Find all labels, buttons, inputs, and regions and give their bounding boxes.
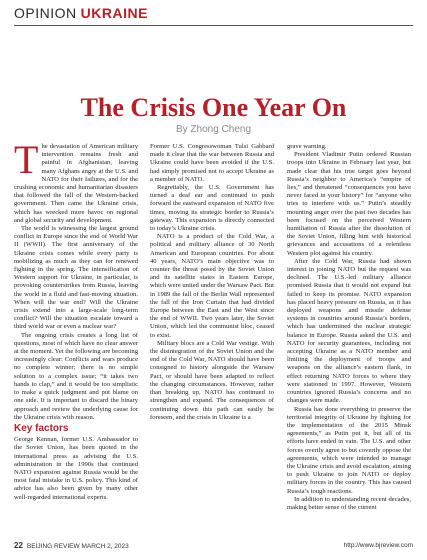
paragraph: In addition to understanding recent decades, making better sense of the current <box>287 495 411 511</box>
paragraph: NATO is a product of the Cold War, a political and military alliance of 30 North American and European countries. For about 40 years, NATO’s main objective was to counter the threat posed by the Soviet Union and its satellite states in Eastern Europe, which were united under the Warsaw Pact. But in 1989 the fall of the Berlin Wall represented the fall of the Iron Curtain that had divided Europe between the East and the West since the end of WWII. Two years later, the Soviet Union, which led the communist bloc, ceased to exist. <box>150 233 274 339</box>
website-link[interactable]: http://www.bjreview.com <box>343 542 413 549</box>
article-byline: By Zhong Cheng <box>175 124 252 135</box>
subheading: Key factors <box>14 422 69 434</box>
article-title: The Crisis One Year On <box>80 93 347 122</box>
paragraph: President Vladimir Putin ordered Russian troops into Ukraine in February last year, but made clear that his true target goes beyond Russia’s neighbor to America’s “empire of lies,” and threatened “consequences you have never faced in your history” for “anyone who tries to interfere with us.” Putin’s steadily mounting anger over the past two decades has been focused on the perceived Western humiliation of Russia after the dissolution of the Soviet Union, filling him with historical grievances and accusations of a relentless Western plot against his country. <box>287 151 411 257</box>
paragraph: Regrettably, the U.S. Government has turned a deaf ear and continued to push forward the eastward expansion of NATO five times, moving its strategic border to Russia’s gateway. This expansion is directly connected to today’s Ukraine crisis. <box>150 184 274 233</box>
paragraph: George Kennan, former U.S. Ambassador to the Soviet Union, has been quoted in the international press as advising the U.S. administration in the 1990s that continued NATO expansion against Russia would be the most fatal mistake in U.S. policy. This kind of advice has also been given by many other well-regarded international experts. <box>14 436 138 501</box>
issue-label: BEIJING REVIEW MARCH 2, 2023 <box>26 543 129 550</box>
paragraph: The devastation of American military intervention remains fresh and painful in Afghanistan, leaving many Afghans angry at the U.S. and NATO for their failures, and for the crushing economic and humanitarian disasters that followed the fall of the Western-backed government. Then came the Ukraine crisis, which has wrecked more havoc on regional and global security and development. <box>14 137 138 224</box>
page-number: 22 <box>14 541 23 550</box>
header-rule <box>14 25 413 26</box>
paragraph: Russia has done everything to preserve the territorial integrity of Ukraine by fighting for the implementation of the 2015 Minsk agreements,” as Putin put it, but all of its efforts have ended in vain. The U.S. and other forces overtly agree to but covertly oppose the agreements, which were intended to manage the Ukraine crisis and avoid escalation, aiming to push Ukraine to join NATO or deploy military forces in the country. This has caused Russia’s tough reactions. <box>287 405 411 495</box>
section-label: OPINION <box>14 5 77 21</box>
page-footer <box>14 541 413 550</box>
drop-cap: T <box>14 137 39 182</box>
column-2 <box>150 143 274 422</box>
paragraph: The ongoing crisis creates a long list of questions, most of which have no clear answer at the moment. Yet the following are becoming increasingly clear: Conflicts and wars produce no complete winner; there is no simple solution to a complex issue; “it takes two hands to clap,” and it would be too simplistic to make a quick judgment and put blame on one side. It is important to discard the binary approach and review the underlying cause for the Ukraine crisis with reason. <box>14 331 138 421</box>
subsection-label: UKRAINE <box>80 5 148 21</box>
paragraph: The world is witnessing the largest ground conflict in Europe since the end of World War II (WWII). The first anniversary of the Ukraine crisis comes while every party is mobilizing as much as they can for renewed fighting in the spring. The intensification of Western support for Ukraine, in particular, is provoking counterstrikes from Russia, leaving the world in a fluid and fast-moving situation. When will the war end? Will the Ukraine crisis extend into a large-scale long-term conflict? Will the situation escalate toward a third world war or even a nuclear war? <box>14 225 138 331</box>
paragraph: Military blocs are a Cold War vestige. With the disintegration of the Soviet Union and the end of the Cold War, NATO should have been consigned to history alongside the Warsaw Pact, or should have been adapted to reflect the changing circumstances. However, rather than breaking up, NATO has continued to strengthen and expand. The consequences of continuing down this path can easily be foreseen, and the crisis in Ukraine is a <box>150 339 274 421</box>
paragraph: Former U.S. Congresswoman Tulsi Gabbard made it clear that the war between Russia and Ukraine could have been avoided if the U.S. had simply promised not to accept Ukraine as a member of NATO. <box>150 143 274 183</box>
section-header <box>14 5 148 21</box>
column-3 <box>287 143 411 512</box>
paragraph: After the Cold War, Russia had shown interest in joining NATO but the request was declined. The U.S.-led military alliance promised Russia that it would not expand but failed to keep its promise. NATO expansion has placed heavy pressure on Russia, as it has deployed weapons and missile defense systems in countries around Russia’s borders, which has undermined the nuclear strategic balance in Europe. Russia asked the U.S. and NATO for security guarantees, including not accepting Ukraine as a NATO member and limiting the deployment of troops and weapons on the alliance’s eastern flank, in effect returning NATO forces to where they were stationed in 1997. However, Western countries ignored Russia’s concerns and no changes were made. <box>287 257 411 405</box>
paragraph: grave warning. <box>287 143 327 150</box>
column-1 <box>14 137 138 502</box>
